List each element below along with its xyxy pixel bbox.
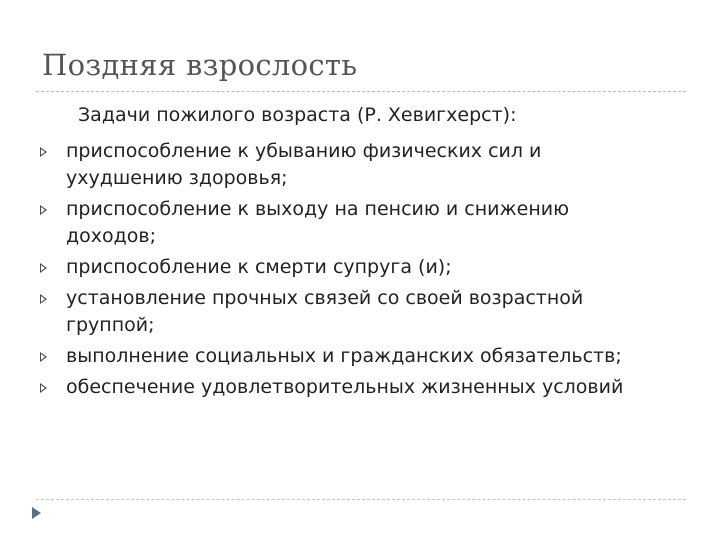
- list-item: [36, 138, 696, 192]
- list-item: [36, 254, 696, 281]
- list-item: [36, 343, 696, 370]
- triangle-bullet-icon: [40, 263, 47, 273]
- list-item-line: приспособление к убыванию физических сил и: [66, 140, 542, 162]
- list-item-line: доходов;: [66, 225, 156, 247]
- title-divider: [36, 91, 686, 92]
- intro-text: Задачи пожилого возраста (Р. Хевигхерст):: [78, 104, 517, 126]
- list-item-line: приспособление к выходу на пенсию и снижению: [66, 198, 570, 220]
- list-item-line: группой;: [66, 314, 155, 336]
- triangle-bullet-icon: [40, 147, 47, 157]
- list-item: [36, 196, 696, 250]
- triangle-bullet-icon: [40, 352, 47, 362]
- list-item: [36, 374, 696, 401]
- triangle-bullet-icon: [40, 383, 47, 393]
- list-item-line: приспособление к смерти супруга (и);: [66, 256, 452, 278]
- list-item-line: обеспечение удовлетворительных жизненных условий: [66, 376, 624, 398]
- list-item-line: выполнение социальных и гражданских обязательств;: [66, 345, 622, 367]
- triangle-bullet-icon: [40, 294, 47, 304]
- page-title: Поздняя взрослость: [42, 48, 358, 82]
- list-item-line: ухудшению здоровья;: [66, 167, 288, 189]
- list-item-line: установление прочных связей со своей возрастной: [66, 287, 584, 309]
- triangle-nav-icon[interactable]: [32, 507, 41, 519]
- footer-divider: [36, 499, 686, 500]
- triangle-bullet-icon: [40, 205, 47, 215]
- list-item: [36, 285, 696, 339]
- task-list: [36, 138, 696, 405]
